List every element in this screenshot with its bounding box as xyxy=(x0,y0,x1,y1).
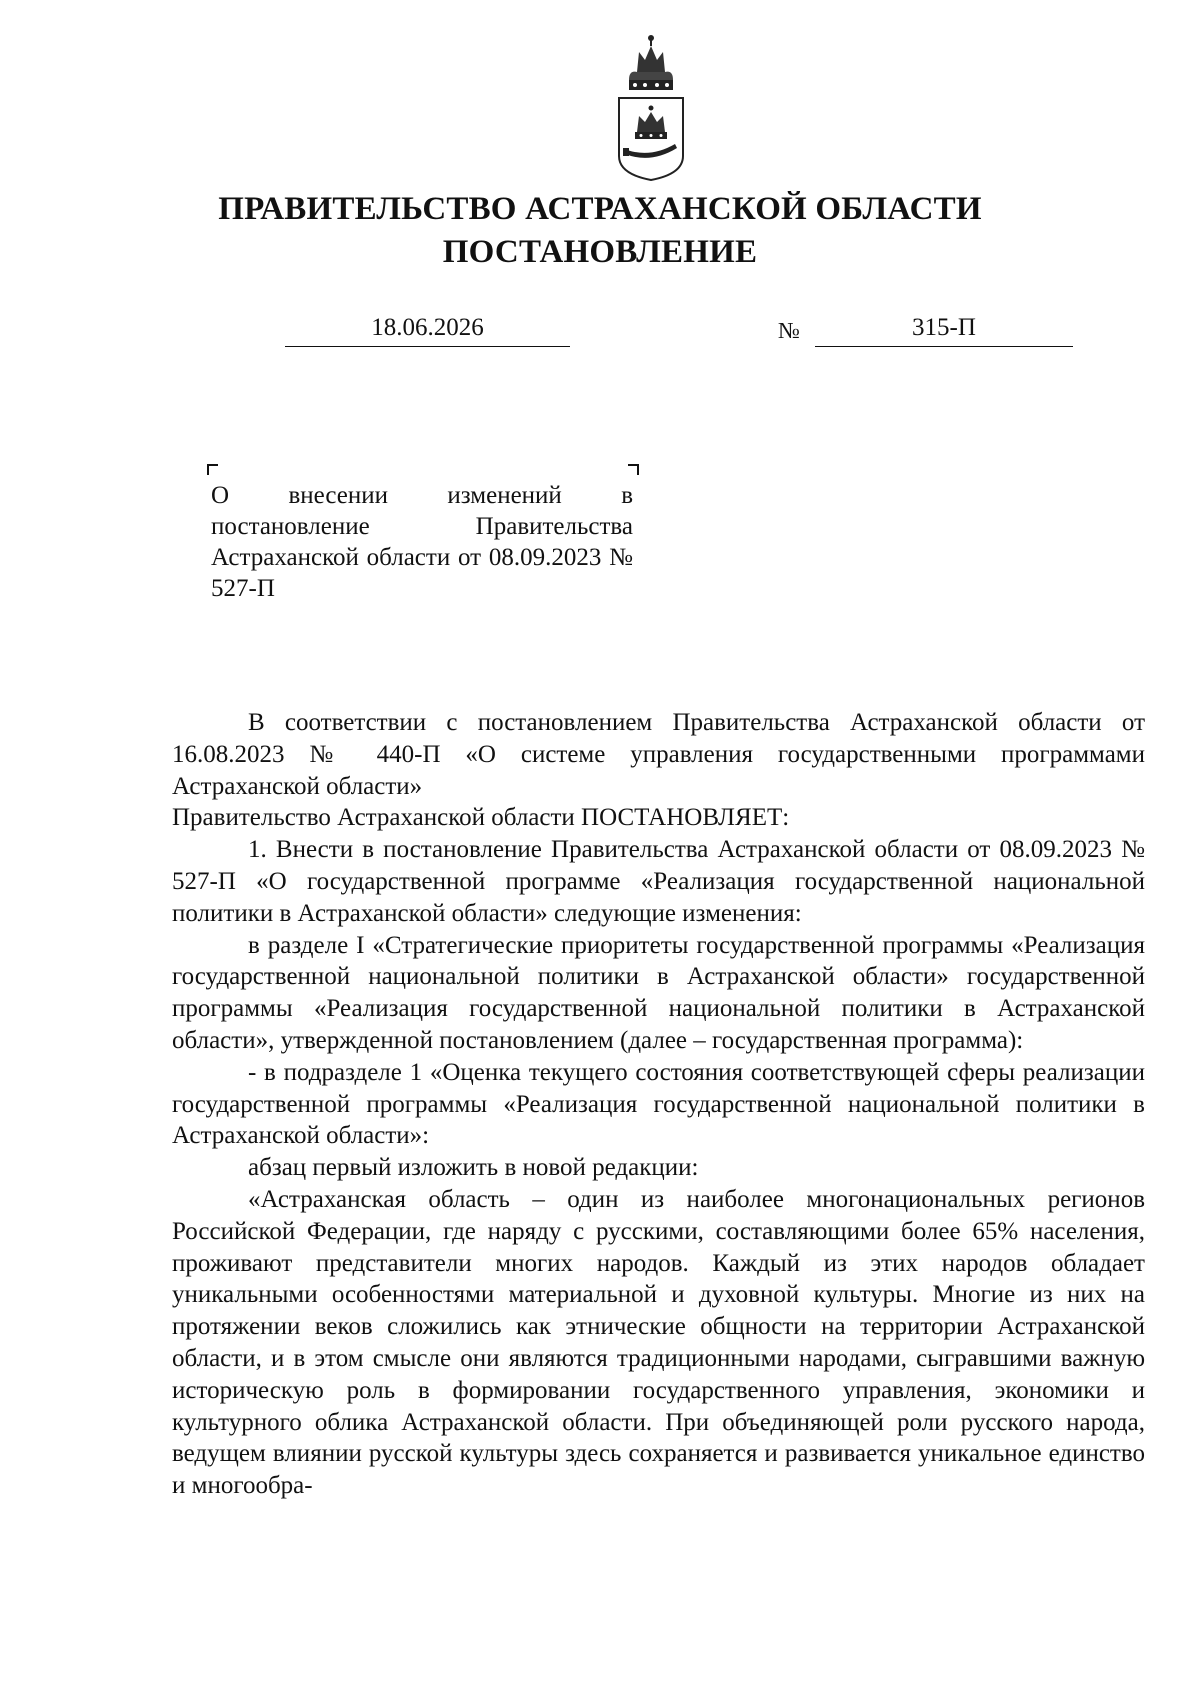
number-label: № xyxy=(778,318,800,343)
subject-corner-left xyxy=(207,464,218,475)
coat-of-arms-icon xyxy=(615,32,687,182)
subject-corner-right xyxy=(628,464,639,475)
document-date xyxy=(285,311,570,345)
document-number xyxy=(815,311,1073,345)
body-paragraph: 1. Внести в постановление Правительства Астраханской области от 08.09.2023 № 527-П «О государственной программе «Реализация государственной национальной политики в Астраханской области» следующие изменения: xyxy=(172,836,1145,927)
body-paragraph: в разделе I «Стратегические приоритеты государственной программы «Реализация государственной национальной политики в Астраханской области» государственной программы «Реализация государственной национальной политики в Астраханской области», утвержденной постановлением (далее – государственная программа): xyxy=(172,931,1145,1054)
document-type: ПОСТАНОВЛЕНИЕ xyxy=(442,234,758,270)
number-underline xyxy=(815,346,1073,347)
body-paragraph: «Астраханская область – один из наиболее многонациональных регионов Российской Федерации, где наряду с русскими, составляющими более 65% населения, проживают представители многих народов. Каждый из этих народов обладает уникальными особенностями материальной и духовной культуры. Многие из них на протяжении веков сложились как этнические общности на территории Астраханской области, и в этом смысле они являются традиционными народами, сыгравшими важную историческую роль в формировании государственного управления, экономики и культурного облика Астраханской области. При объединяющей роли русского народа, ведущем влиянии русской культуры здесь сохраняется и развивается уникальное единство и многообра- xyxy=(172,1185,1145,1500)
number-value: 315-П xyxy=(912,314,976,341)
body-paragraph: абзац первый изложить в новой редакции: xyxy=(248,1154,699,1182)
date-value: 18.06.2026 xyxy=(371,314,484,341)
body-paragraph: Правительство Астраханской области ПОСТАНОВЛЯЕТ: xyxy=(172,804,790,832)
date-underline xyxy=(285,346,570,347)
document-body xyxy=(172,707,1145,1502)
document-subject: О внесении изменений в постановление Правительства Астраханской области от 08.09.2023 № 527-П xyxy=(211,482,633,602)
body-paragraph: В соответствии с постановлением Правительства Астраханской области от 16.08.2023 № 440-П «О системе управления государственными программами Астраханской области» xyxy=(172,709,1145,800)
organization-name: ПРАВИТЕЛЬСТВО АСТРАХАНСКОЙ ОБЛАСТИ xyxy=(218,191,982,227)
body-paragraph: - в подразделе 1 «Оценка текущего состояния соответствующей сферы реализации государственной программы «Реализация государственной национальной политики в Астраханской области»: xyxy=(172,1058,1145,1150)
document-header xyxy=(0,188,1200,274)
